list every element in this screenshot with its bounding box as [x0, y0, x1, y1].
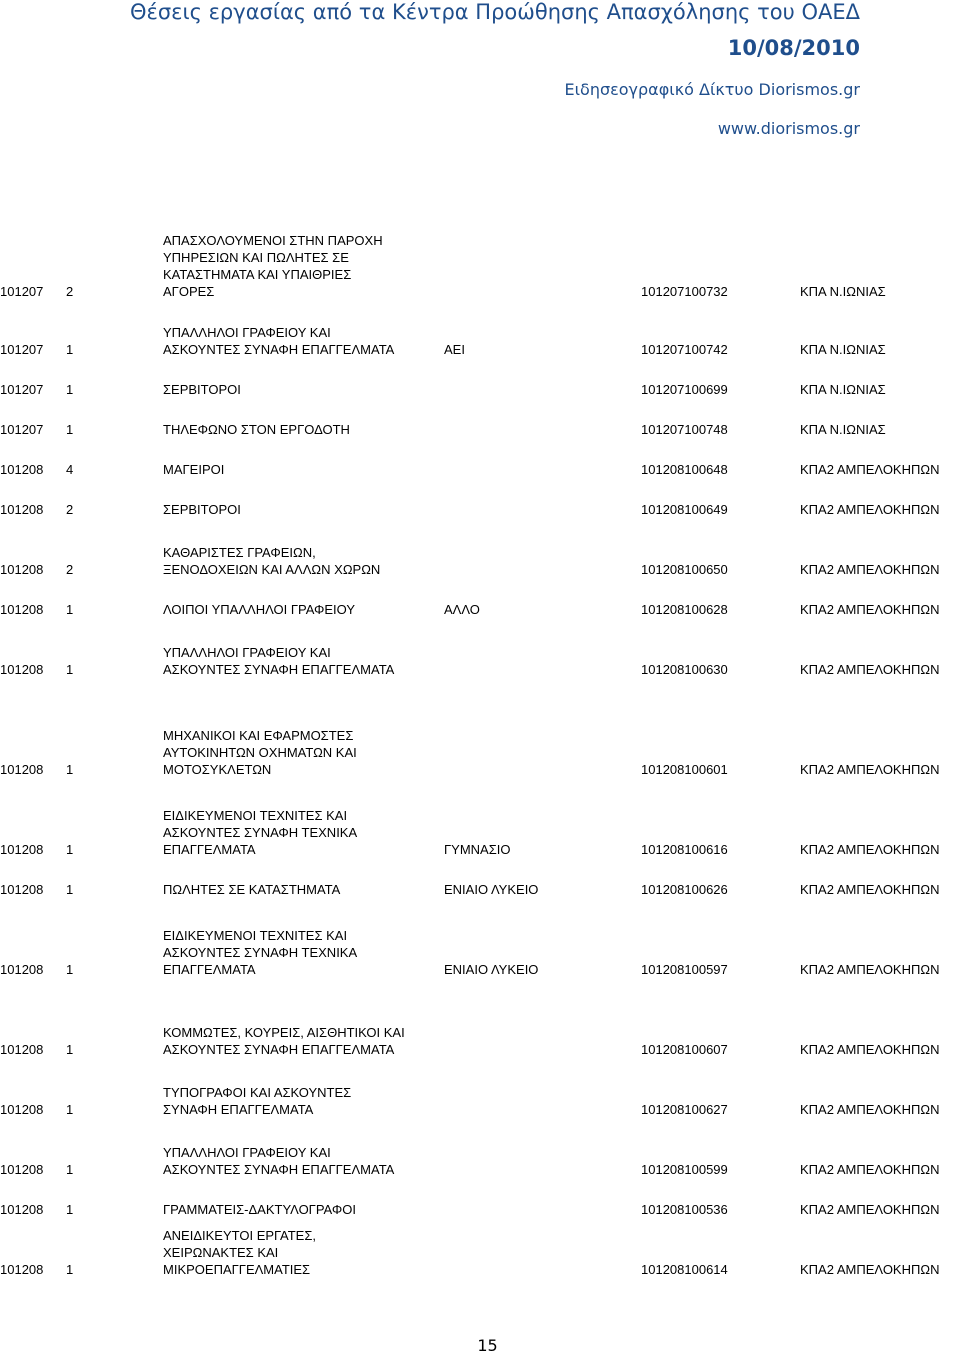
cell-title [163, 1024, 405, 1058]
cell-title-line: ΕΠΑΓΓΕΛΜΑΤΑ [163, 842, 256, 857]
cell-education: ΑΕΙ [444, 342, 465, 357]
cell-office: ΚΠΑ2 ΑΜΠΕΛΟΚΗΠΩΝ [800, 762, 940, 777]
cell-code: 101208 [0, 962, 44, 977]
cell-id: 101208100630 [641, 662, 728, 677]
cell-title [163, 1084, 351, 1118]
cell-education: ΕΝΙΑΙΟ ΛΥΚΕΙΟ [444, 962, 539, 977]
table-row [0, 324, 960, 358]
table-row [0, 1084, 960, 1118]
cell-title-line: ΑΠΑΣΧΟΛΟΥΜΕΝΟΙ ΣΤΗΝ ΠΑΡΟΧΗ [163, 233, 383, 248]
document-subtitle: Ειδησεογραφικό Δίκτυο Diorismos.gr [564, 80, 860, 99]
cell-code: 101208 [0, 562, 44, 577]
cell-title-line: ΧΕΙΡΩΝΑΚΤΕΣ ΚΑΙ [163, 1245, 279, 1260]
cell-title [163, 927, 357, 978]
cell-count: 1 [66, 762, 74, 777]
cell-office: ΚΠΑ Ν.ΙΩΝΙΑΣ [800, 382, 886, 397]
cell-office: ΚΠΑ2 ΑΜΠΕΛΟΚΗΠΩΝ [800, 1162, 940, 1177]
cell-id: 101208100648 [641, 462, 728, 477]
cell-count: 1 [66, 382, 74, 397]
cell-office: ΚΠΑ2 ΑΜΠΕΛΟΚΗΠΩΝ [800, 662, 940, 677]
cell-title-line: ΣΕΡΒΙΤΟΡΟΙ [163, 502, 241, 517]
cell-count: 1 [66, 1042, 74, 1057]
cell-title-line: ΑΓΟΡΕΣ [163, 284, 215, 299]
cell-code: 101208 [0, 462, 44, 477]
cell-count: 1 [66, 882, 74, 897]
cell-code: 101208 [0, 1042, 44, 1057]
cell-title-line: ΠΩΛΗΤΕΣ ΣΕ ΚΑΤΑΣΤΗΜΑΤΑ [163, 882, 341, 897]
cell-code: 101208 [0, 1262, 44, 1277]
cell-id: 101208100607 [641, 1042, 728, 1057]
cell-code: 101208 [0, 502, 44, 517]
cell-code: 101207 [0, 422, 44, 437]
cell-title-line: ΑΣΚΟΥΝΤΕΣ ΣΥΝΑΦΗ ΤΕΧΝΙΚΑ [163, 945, 358, 960]
cell-title [163, 421, 350, 438]
cell-title-line: ΑΥΤΟΚΙΝΗΤΩΝ ΟΧΗΜΑΤΩΝ ΚΑΙ [163, 745, 357, 760]
cell-title [163, 881, 340, 898]
cell-code: 101208 [0, 842, 44, 857]
page-number: 15 [477, 1336, 498, 1355]
cell-office: ΚΠΑ2 ΑΜΠΕΛΟΚΗΠΩΝ [800, 502, 940, 517]
cell-id: 101208100597 [641, 962, 728, 977]
cell-office: ΚΠΑ Ν.ΙΩΝΙΑΣ [800, 284, 886, 299]
cell-id: 101208100649 [641, 502, 728, 517]
cell-title-line: ΥΠΑΛΛΗΛΟΙ ΓΡΑΦΕΙΟΥ ΚΑΙ [163, 645, 331, 660]
table-row [0, 1201, 960, 1218]
table-row [0, 232, 960, 300]
cell-title [163, 644, 394, 678]
cell-title-line: ΤΗΛΕΦΩΝΟ ΣΤΟΝ ΕΡΓΟΔΟΤΗ [163, 422, 350, 437]
cell-title-line: ΥΠΗΡΕΣΙΩΝ ΚΑΙ ΠΩΛΗΤΕΣ ΣΕ [163, 250, 349, 265]
cell-title-line: ΑΝΕΙΔΙΚΕΥΤΟΙ ΕΡΓΑΤΕΣ, [163, 1228, 316, 1243]
cell-id: 101207100748 [641, 422, 728, 437]
cell-title-line: ΜΟΤΟΣΥΚΛΕΤΩΝ [163, 762, 272, 777]
cell-title [163, 324, 394, 358]
document-title: Θέσεις εργασίας από τα Κέντρα Προώθησης Απασχόλησης του ΟΑΕΔ [129, 0, 860, 24]
cell-title [163, 1201, 356, 1218]
cell-title [163, 807, 357, 858]
cell-id: 101208100601 [641, 762, 728, 777]
cell-title-line: ΚΟΜΜΩΤΕΣ, ΚΟΥΡΕΙΣ, ΑΙΣΘΗΤΙΚΟΙ ΚΑΙ [163, 1025, 405, 1040]
cell-id: 101207100732 [641, 284, 728, 299]
cell-office: ΚΠΑ2 ΑΜΠΕΛΟΚΗΠΩΝ [800, 1042, 940, 1057]
cell-title-line: ΑΣΚΟΥΝΤΕΣ ΣΥΝΑΦΗ ΕΠΑΓΓΕΛΜΑΤΑ [163, 1042, 395, 1057]
cell-title-line: ΞΕΝΟΔΟΧΕΙΩΝ ΚΑΙ ΑΛΛΩΝ ΧΩΡΩΝ [163, 562, 381, 577]
cell-title-line: ΥΠΑΛΛΗΛΟΙ ΓΡΑΦΕΙΟΥ ΚΑΙ [163, 325, 331, 340]
cell-title-line: ΓΡΑΜΜΑΤΕΙΣ-ΔΑΚΤΥΛΟΓΡΑΦΟΙ [163, 1202, 356, 1217]
cell-count: 1 [66, 962, 74, 977]
table-row [0, 1227, 960, 1278]
cell-id: 101207100699 [641, 382, 728, 397]
cell-office: ΚΠΑ2 ΑΜΠΕΛΟΚΗΠΩΝ [800, 842, 940, 857]
table-row [0, 601, 960, 618]
document-date: 10/08/2010 [727, 36, 860, 60]
cell-id: 101208100536 [641, 1202, 728, 1217]
table-row [0, 807, 960, 858]
cell-title-line: ΑΣΚΟΥΝΤΕΣ ΣΥΝΑΦΗ ΕΠΑΓΓΕΛΜΑΤΑ [163, 662, 395, 677]
cell-office: ΚΠΑ Ν.ΙΩΝΙΑΣ [800, 342, 886, 357]
table-row [0, 1024, 960, 1058]
cell-title-line: ΤΥΠΟΓΡΑΦΟΙ ΚΑΙ ΑΣΚΟΥΝΤΕΣ [163, 1085, 352, 1100]
cell-count: 1 [66, 602, 74, 617]
cell-title-line: ΣΕΡΒΙΤΟΡΟΙ [163, 382, 241, 397]
cell-title-line: ΚΑΘΑΡΙΣΤΕΣ ΓΡΑΦΕΙΩΝ, [163, 545, 316, 560]
table-row [0, 544, 960, 578]
cell-office: ΚΠΑ2 ΑΜΠΕΛΟΚΗΠΩΝ [800, 562, 940, 577]
cell-id: 101208100626 [641, 882, 728, 897]
cell-office: ΚΠΑ2 ΑΜΠΕΛΟΚΗΠΩΝ [800, 462, 940, 477]
cell-title [163, 232, 383, 300]
cell-id: 101208100650 [641, 562, 728, 577]
cell-id: 101208100628 [641, 602, 728, 617]
cell-count: 4 [66, 462, 74, 477]
cell-count: 1 [66, 1202, 74, 1217]
table-row [0, 501, 960, 518]
cell-education: ΑΛΛΟ [444, 602, 480, 617]
table-row [0, 881, 960, 898]
cell-count: 1 [66, 842, 74, 857]
cell-title-line: ΑΣΚΟΥΝΤΕΣ ΣΥΝΑΦΗ ΕΠΑΓΓΕΛΜΑΤΑ [163, 342, 395, 357]
cell-title [163, 461, 224, 478]
cell-count: 1 [66, 662, 74, 677]
cell-title-line: ΕΙΔΙΚΕΥΜΕΝΟΙ ΤΕΧΝΙΤΕΣ ΚΑΙ [163, 808, 348, 823]
cell-title-line: ΜΗΧΑΝΙΚΟΙ ΚΑΙ ΕΦΑΡΜΟΣΤΕΣ [163, 728, 354, 743]
cell-code: 101208 [0, 1162, 44, 1177]
table-row [0, 644, 960, 678]
cell-id: 101208100599 [641, 1162, 728, 1177]
cell-code: 101208 [0, 762, 44, 777]
document-url: www.diorismos.gr [717, 119, 860, 138]
cell-code: 101208 [0, 882, 44, 897]
cell-education: ΓΥΜΝΑΣΙΟ [444, 842, 511, 857]
cell-office: ΚΠΑ2 ΑΜΠΕΛΟΚΗΠΩΝ [800, 1202, 940, 1217]
cell-id: 101208100627 [641, 1102, 728, 1117]
table-row [0, 461, 960, 478]
cell-title-line: ΕΙΔΙΚΕΥΜΕΝΟΙ ΤΕΧΝΙΤΕΣ ΚΑΙ [163, 928, 348, 943]
cell-title-line: ΕΠΑΓΓΕΛΜΑΤΑ [163, 962, 256, 977]
cell-id: 101208100614 [641, 1262, 728, 1277]
cell-title-line: ΜΑΓΕΙΡΟΙ [163, 462, 225, 477]
cell-title-line: ΑΣΚΟΥΝΤΕΣ ΣΥΝΑΦΗ ΕΠΑΓΓΕΛΜΑΤΑ [163, 1162, 395, 1177]
cell-title [163, 727, 357, 778]
cell-office: ΚΠΑ2 ΑΜΠΕΛΟΚΗΠΩΝ [800, 1262, 940, 1277]
cell-title [163, 501, 241, 518]
cell-count: 1 [66, 1162, 74, 1177]
cell-id: 101207100742 [641, 342, 728, 357]
table-row [0, 1144, 960, 1178]
cell-title-line: ΜΙΚΡΟΕΠΑΓΓΕΛΜΑΤΙΕΣ [163, 1262, 311, 1277]
cell-title-line: ΑΣΚΟΥΝΤΕΣ ΣΥΝΑΦΗ ΤΕΧΝΙΚΑ [163, 825, 358, 840]
cell-count: 1 [66, 1102, 74, 1117]
cell-code: 101208 [0, 602, 44, 617]
cell-code: 101208 [0, 1202, 44, 1217]
cell-count: 1 [66, 342, 74, 357]
cell-office: ΚΠΑ2 ΑΜΠΕΛΟΚΗΠΩΝ [800, 882, 940, 897]
cell-title [163, 381, 241, 398]
cell-code: 101207 [0, 284, 44, 299]
cell-id: 101208100616 [641, 842, 728, 857]
table-row [0, 381, 960, 398]
cell-office: ΚΠΑ2 ΑΜΠΕΛΟΚΗΠΩΝ [800, 602, 940, 617]
cell-count: 2 [66, 502, 74, 517]
cell-title [163, 1227, 316, 1278]
cell-title [163, 601, 355, 618]
cell-code: 101207 [0, 342, 44, 357]
cell-count: 2 [66, 562, 74, 577]
cell-code: 101207 [0, 382, 44, 397]
table-row [0, 927, 960, 978]
cell-title [163, 1144, 394, 1178]
cell-title-line: ΚΑΤΑΣΤΗΜΑΤΑ ΚΑΙ ΥΠΑΙΘΡΙΕΣ [163, 267, 352, 282]
cell-office: ΚΠΑ Ν.ΙΩΝΙΑΣ [800, 422, 886, 437]
table-row [0, 727, 960, 778]
cell-count: 1 [66, 1262, 74, 1277]
cell-code: 101208 [0, 1102, 44, 1117]
cell-office: ΚΠΑ2 ΑΜΠΕΛΟΚΗΠΩΝ [800, 1102, 940, 1117]
cell-code: 101208 [0, 662, 44, 677]
cell-title-line: ΛΟΙΠΟΙ ΥΠΑΛΛΗΛΟΙ ΓΡΑΦΕΙΟΥ [163, 602, 356, 617]
cell-education: ΕΝΙΑΙΟ ΛΥΚΕΙΟ [444, 882, 539, 897]
cell-count: 2 [66, 284, 74, 299]
cell-office: ΚΠΑ2 ΑΜΠΕΛΟΚΗΠΩΝ [800, 962, 940, 977]
table-row [0, 421, 960, 438]
cell-title [163, 544, 380, 578]
cell-title-line: ΥΠΑΛΛΗΛΟΙ ΓΡΑΦΕΙΟΥ ΚΑΙ [163, 1145, 331, 1160]
cell-title-line: ΣΥΝΑΦΗ ΕΠΑΓΓΕΛΜΑΤΑ [163, 1102, 314, 1117]
cell-count: 1 [66, 422, 74, 437]
